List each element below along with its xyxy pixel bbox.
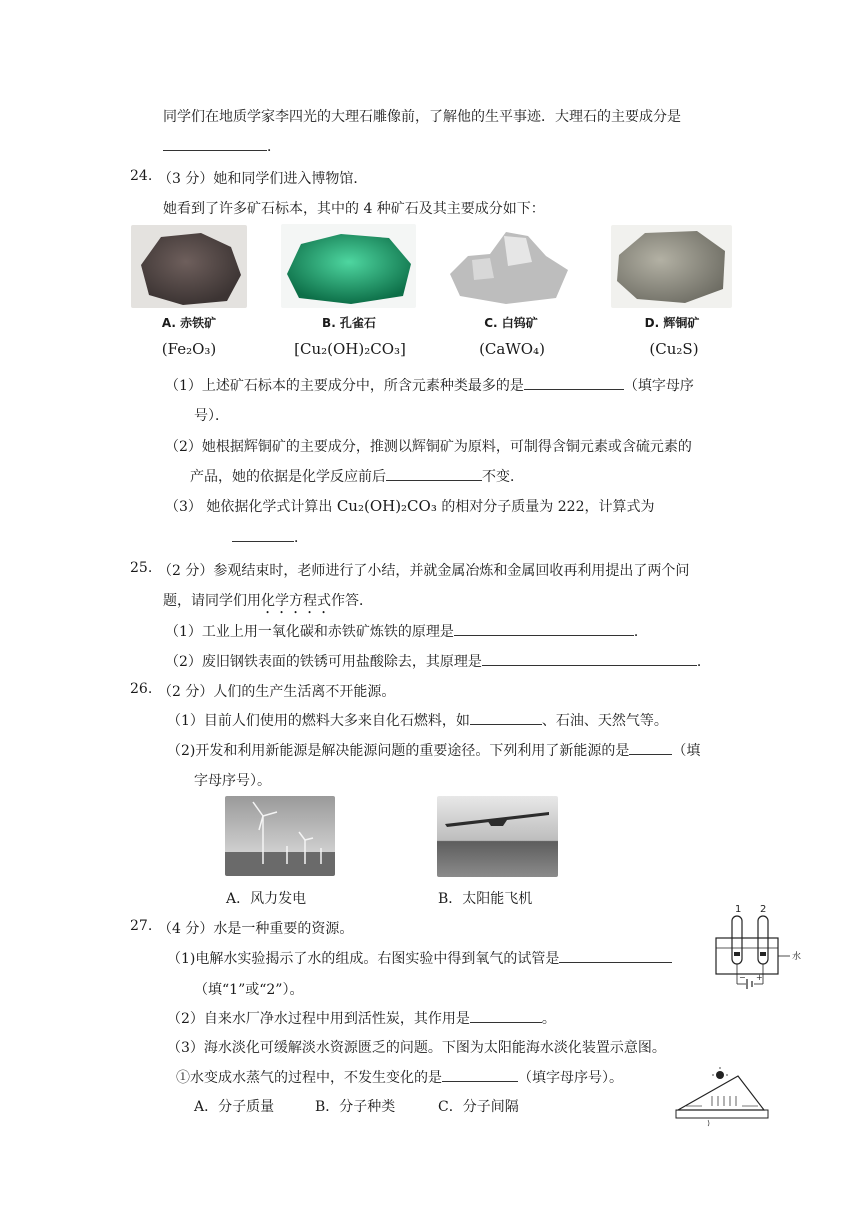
q27-sub1 — [176, 1067, 623, 1087]
hematite-rock-icon — [131, 225, 247, 308]
malachite-image — [281, 224, 416, 308]
q27-choice-a: A．分子质量 — [194, 1099, 275, 1115]
q27-part3: （3）海水淡化可缓解淡水资源匮乏的问题。下图为太阳能海水淡化装置示意图。 — [167, 1040, 666, 1056]
q24-part3-text: （3） 她依据化学式计算出 — [165, 499, 333, 515]
minus-label: − — [739, 973, 746, 982]
period: ． — [294, 530, 308, 546]
q25-emphasis: 化学方程式 — [261, 593, 331, 609]
q27-part1 — [167, 948, 672, 968]
q26-part2-text: （2)开发和利用新能源是解决能源问题的重要途径。下列利用了新能源的是 — [167, 743, 630, 759]
q25-part2 — [165, 651, 711, 671]
q24-part3-formula: Cu₂(OH)₂CO₃ — [336, 497, 437, 515]
q26-part1-suffix: 、石油、天然气等。 — [541, 713, 668, 729]
q24-part1 — [165, 375, 694, 395]
scheelite-image — [446, 226, 572, 306]
answer-blank[interactable] — [470, 710, 542, 725]
tube-1-label: 1 — [735, 904, 742, 915]
q27-sub1-suffix: （填字母序号）。 — [518, 1070, 623, 1086]
q25-part2-text: （2）废旧钢铁表面的铁锈可用盐酸除去，其原理是 — [165, 654, 482, 670]
electrolysis-apparatus-icon — [708, 900, 808, 992]
q25-head-cont — [163, 590, 373, 617]
mineral-label-b: B. 孔雀石 — [322, 316, 376, 330]
q25-part1 — [165, 621, 648, 641]
q24-part3 — [165, 496, 654, 516]
q27-head: （4 分）水是一种重要的资源。 — [158, 921, 354, 937]
q25-head: （2 分）参观结束时，老师进行了小结，并就金属冶炼和金属回收再利用提出了两个问 — [158, 563, 690, 579]
q27-part2 — [167, 1008, 556, 1028]
q27-choice-b: B．分子种类 — [315, 1099, 396, 1115]
answer-blank[interactable] — [559, 948, 672, 963]
answer-blank[interactable] — [386, 466, 482, 481]
q24-part1-text: （1）上述矿石标本的主要成分中，所含元素种类最多的是 — [165, 378, 524, 394]
scheelite-rock-icon — [446, 226, 572, 306]
q25-part1-text: （1）工业上用一氧化碳和赤铁矿炼铁的原理是 — [165, 624, 454, 640]
q24-part1-cont: 号）． — [194, 408, 229, 424]
q24-part2-suffix: 不变． — [482, 469, 524, 485]
answer-blank[interactable] — [163, 136, 267, 151]
answer-blank[interactable] — [524, 375, 624, 390]
q24-part2: （2）她根据辉铜矿的主要成分，推测以辉铜矿为原料，可制得含铜元素或含硫元素的 — [165, 439, 692, 455]
q27-choice-c: C．分子间隔 — [438, 1099, 519, 1115]
water-label: 水 — [792, 952, 802, 962]
answer-blank[interactable] — [232, 527, 294, 542]
q24-number: 24. — [130, 168, 153, 184]
q26-part1 — [167, 710, 668, 730]
electrolysis-diagram — [708, 900, 808, 992]
hematite-image — [131, 225, 247, 308]
q24-lead: 她看到了许多矿石标本，其中的 4 种矿石及其主要成分如下： — [163, 201, 545, 217]
q27-part2-suffix: 。 — [541, 1011, 556, 1027]
q24-part3-suffix: 的相对分子质量为 222，计算式为 — [441, 499, 655, 515]
answer-blank[interactable] — [482, 651, 697, 666]
q24-part3-answer — [232, 527, 308, 547]
q26-part2-cont: 字母序号）。 — [194, 773, 271, 789]
q24-part2-text: 产品，她的依据是化学反应前后 — [190, 469, 386, 485]
mineral-label-c: C. 白钨矿 — [484, 316, 538, 330]
mineral-label-d: D. 辉铜矿 — [644, 316, 700, 330]
solar-desalination-icon — [672, 1066, 772, 1128]
q25-text: 题，请同学们用 — [163, 593, 261, 609]
tube-2-label: 2 — [760, 904, 767, 915]
q26-part1-text: （1）目前人们使用的燃料大多来自化石燃料，如 — [167, 713, 470, 729]
mineral-formula-b: [Cu₂(OH)₂CO₃] — [294, 340, 406, 358]
q27-part1-cont: （填“1”或“2”）。 — [194, 982, 304, 998]
q24-part1-suffix: （填字母序 — [623, 378, 694, 394]
plus-label: + — [756, 973, 763, 982]
intro-answer-line — [163, 136, 281, 156]
q24-part2-cont — [190, 466, 524, 486]
answer-blank[interactable] — [470, 1008, 542, 1023]
q27-part2-text: （2）自来水厂净水过程中用到活性炭，其作用是 — [167, 1011, 470, 1027]
mineral-formula-c: (CaWO₄) — [479, 340, 545, 358]
answer-blank[interactable] — [629, 740, 672, 755]
q25-text-end: 作答． — [331, 593, 373, 609]
q25-number: 25. — [130, 560, 153, 576]
q26-option-b: B．太阳能飞机 — [438, 891, 533, 907]
q26-option-a: A．风力发电 — [226, 891, 307, 907]
chalcocite-image — [611, 225, 732, 308]
mineral-formula-d: (Cu₂S) — [649, 340, 699, 358]
desalination-diagram — [672, 1066, 772, 1128]
wind-power-image — [225, 796, 335, 876]
solar-plane-image — [437, 796, 558, 877]
wind-turbine-icon — [225, 796, 335, 876]
q27-sub1-text: ①水变成水蒸气的过程中，不发生变化的是 — [176, 1070, 442, 1086]
q24-head: （3 分）她和同学们进入博物馆． — [158, 171, 368, 187]
period: ． — [633, 624, 648, 640]
answer-blank[interactable] — [454, 621, 634, 636]
period: ． — [267, 139, 281, 155]
mineral-formula-a: (Fe₂O₃) — [161, 340, 217, 358]
malachite-rock-icon — [281, 224, 416, 308]
period: ． — [696, 654, 711, 670]
q26-part2-suffix: （填 — [672, 743, 701, 759]
q27-number: 27. — [130, 918, 153, 934]
answer-blank[interactable] — [442, 1067, 518, 1082]
chalcocite-rock-icon — [611, 225, 732, 308]
mineral-label-a: A. 赤铁矿 — [161, 316, 217, 330]
solar-airplane-icon — [437, 796, 558, 877]
intro-line: 同学们在地质学家李四光的大理石雕像前，了解他的生平事迹．大理石的主要成分是 — [163, 109, 681, 125]
q26-number: 26. — [130, 681, 153, 697]
q26-head: （2 分）人们的生产生活离不开能源。 — [158, 684, 396, 700]
q27-part1-text: （1)电解水实验揭示了水的组成。右图实验中得到氧气的试管是 — [167, 951, 560, 967]
q26-part2 — [167, 740, 700, 760]
